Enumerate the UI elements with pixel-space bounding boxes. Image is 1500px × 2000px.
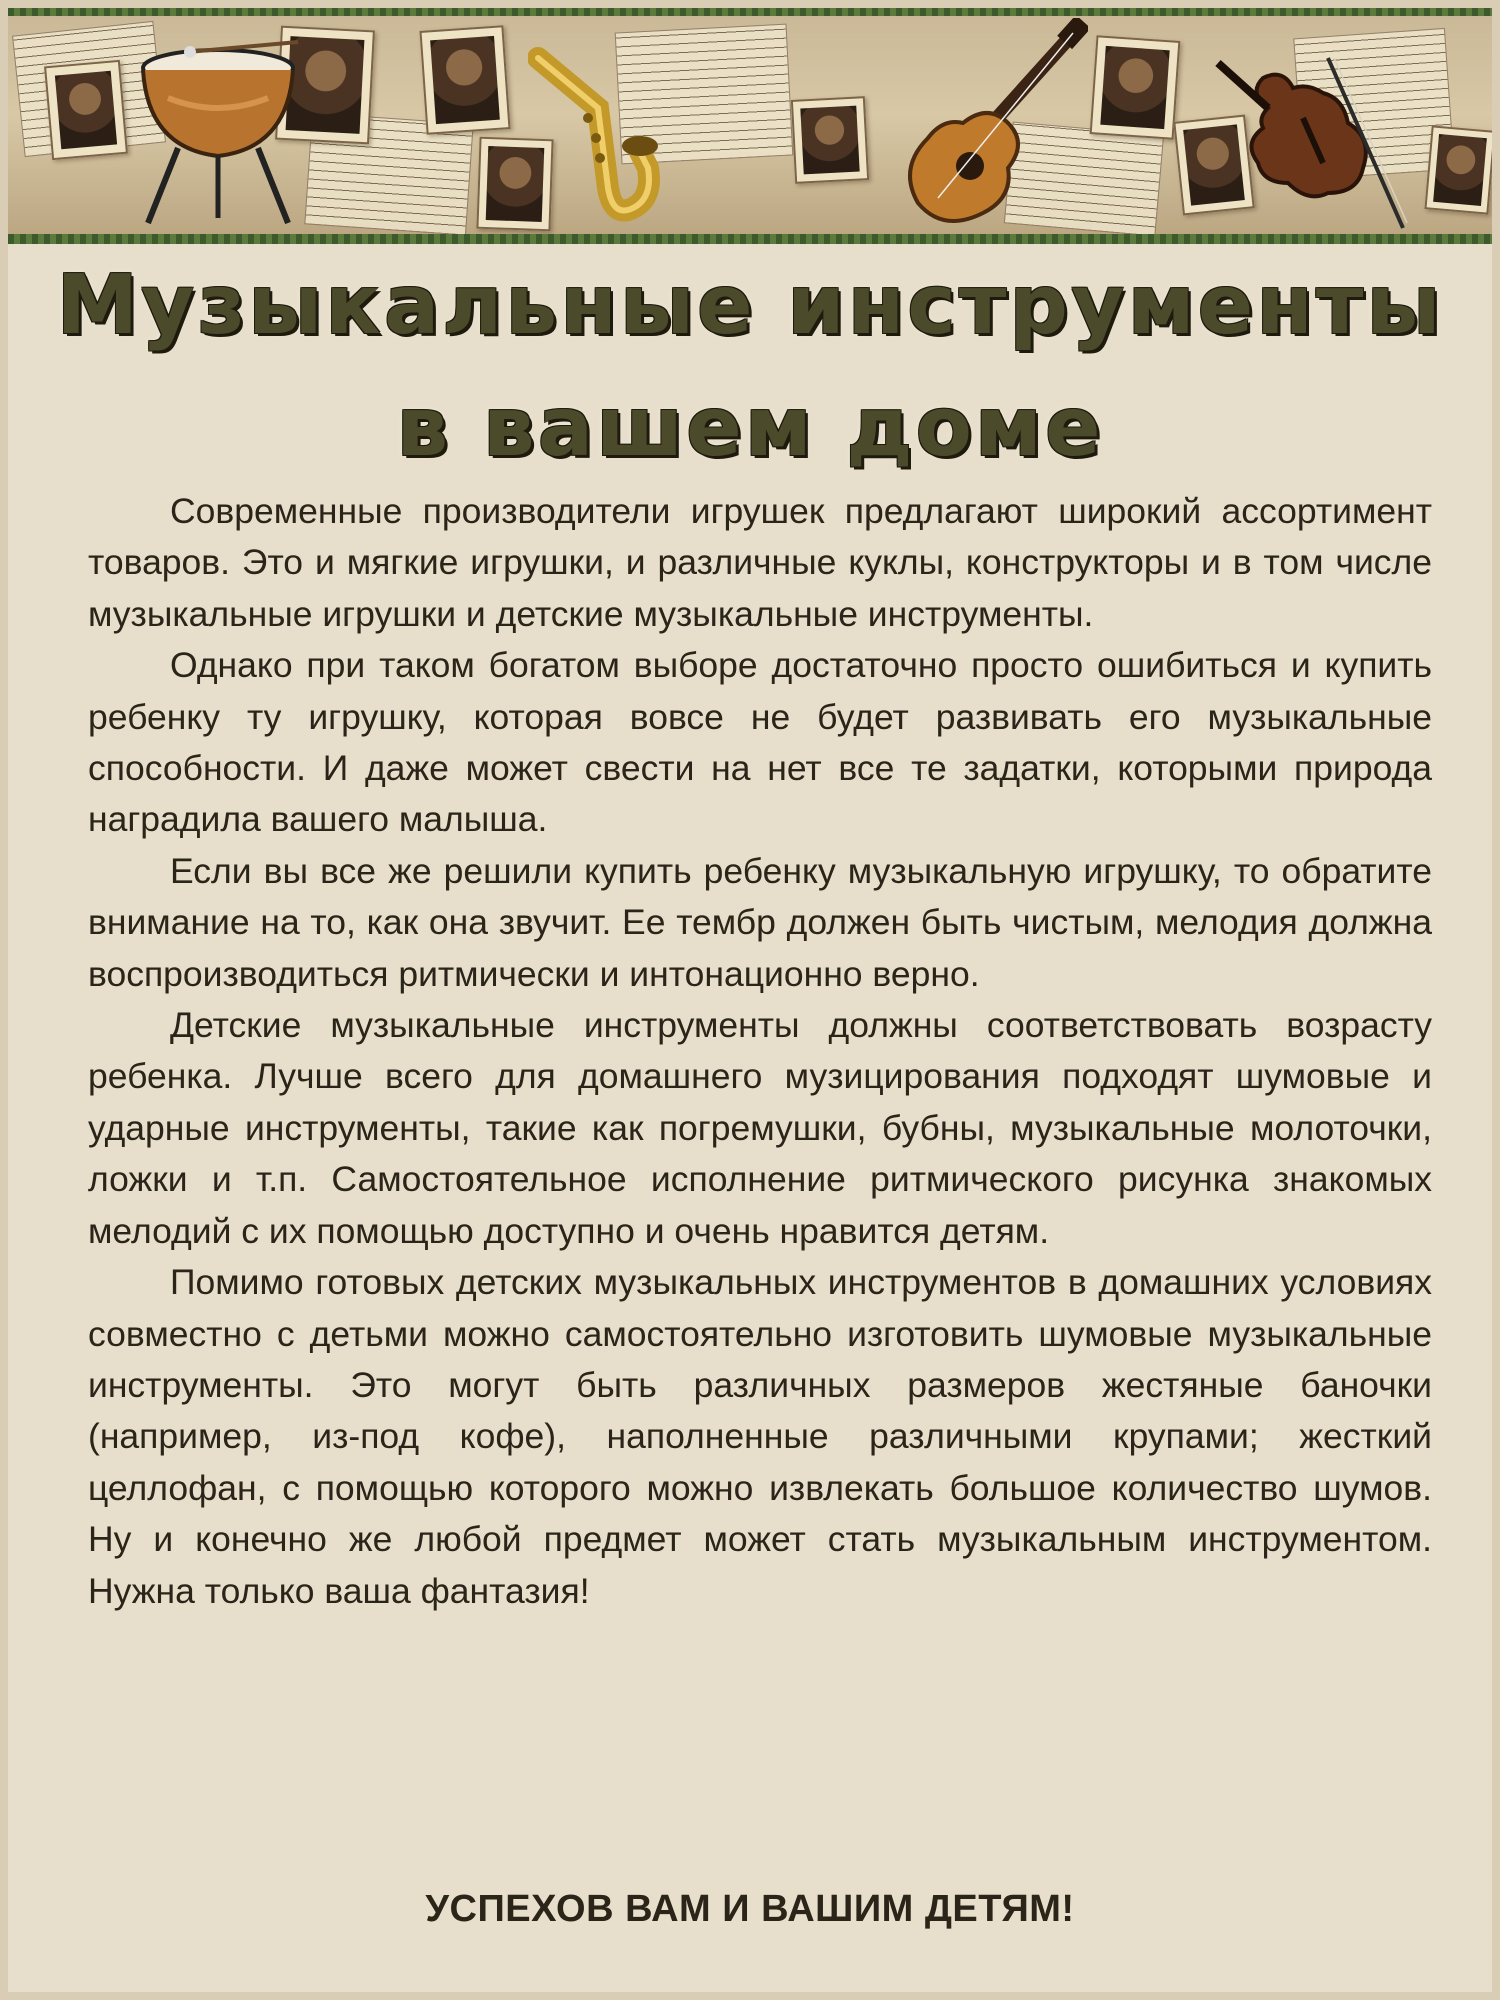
composer-portrait-icon [1424, 125, 1492, 214]
paragraph: Однако при таком богатом выборе достаточно просто ошибиться и купить ребенку ту игрушку, которая вовсе не будет развивать его музыкальные способности. И даже может свести на нет все те задатки, которыми природа наградила вашего малыша. [88, 645, 1432, 840]
composer-portrait-icon [419, 25, 510, 135]
composer-portrait-icon [44, 60, 128, 160]
paragraph: Детские музыкальные инструменты должны соответствовать возрасту ребенка. Лучше всего для домашнего музицирования подходят шумовые и ударные инструменты, такие как погремушки, бубны, музыкальные молоточки, ложки и т.п. Самостоятельное исполнение ритмического рисунка знакомых мелодий с их помощью доступно и очень нравится детям. [88, 1005, 1432, 1251]
composer-portrait-icon [1090, 35, 1181, 140]
composer-portrait-icon [791, 96, 869, 184]
paragraph: Если вы все же решили купить ребенку музыкальную игрушку, то обратите внимание на то, как она звучит. Ее тембр должен быть чистым, мелодия должна воспроизводиться ритмически и интонационно верно. [88, 850, 1432, 994]
banner-top-border [8, 8, 1492, 16]
article-body [88, 486, 1432, 1617]
saxophone-icon [528, 38, 668, 228]
violin-icon [1208, 53, 1408, 233]
title-line-2: в вашем доме [396, 380, 1104, 475]
guitar-icon [888, 18, 1088, 228]
paragraph: Современные производители игрушек предлагают широкий ассортимент товаров. Это и мягкие игрушки, и различные куклы, конструкторы и в том числе музыкальные игрушки и детские музыкальные инструменты. [88, 491, 1432, 634]
title-line-1: Музыкальные инструменты [56, 258, 1444, 353]
banner [8, 8, 1492, 244]
timpani-icon [128, 38, 308, 228]
banner-bottom-border [8, 234, 1492, 244]
closing-wish: УСПЕХОВ ВАМ И ВАШИМ ДЕТЯМ! [425, 1888, 1075, 1930]
paragraph: Помимо готовых детских музыкальных инструментов в домашних условиях совместно с детьми можно самостоятельно изготовить шумовые музыкальные инструменты. Это могут быть различных размеров жестяные баночки (например, из-под кофе), наполненные различными крупами; жесткий целлофан, с помощью которого можно извлекать большое количество шумов. Ну и конечно же любой предмет может стать музыкальным инструментом. Нужна только ваша фантазия! [88, 1262, 1432, 1611]
